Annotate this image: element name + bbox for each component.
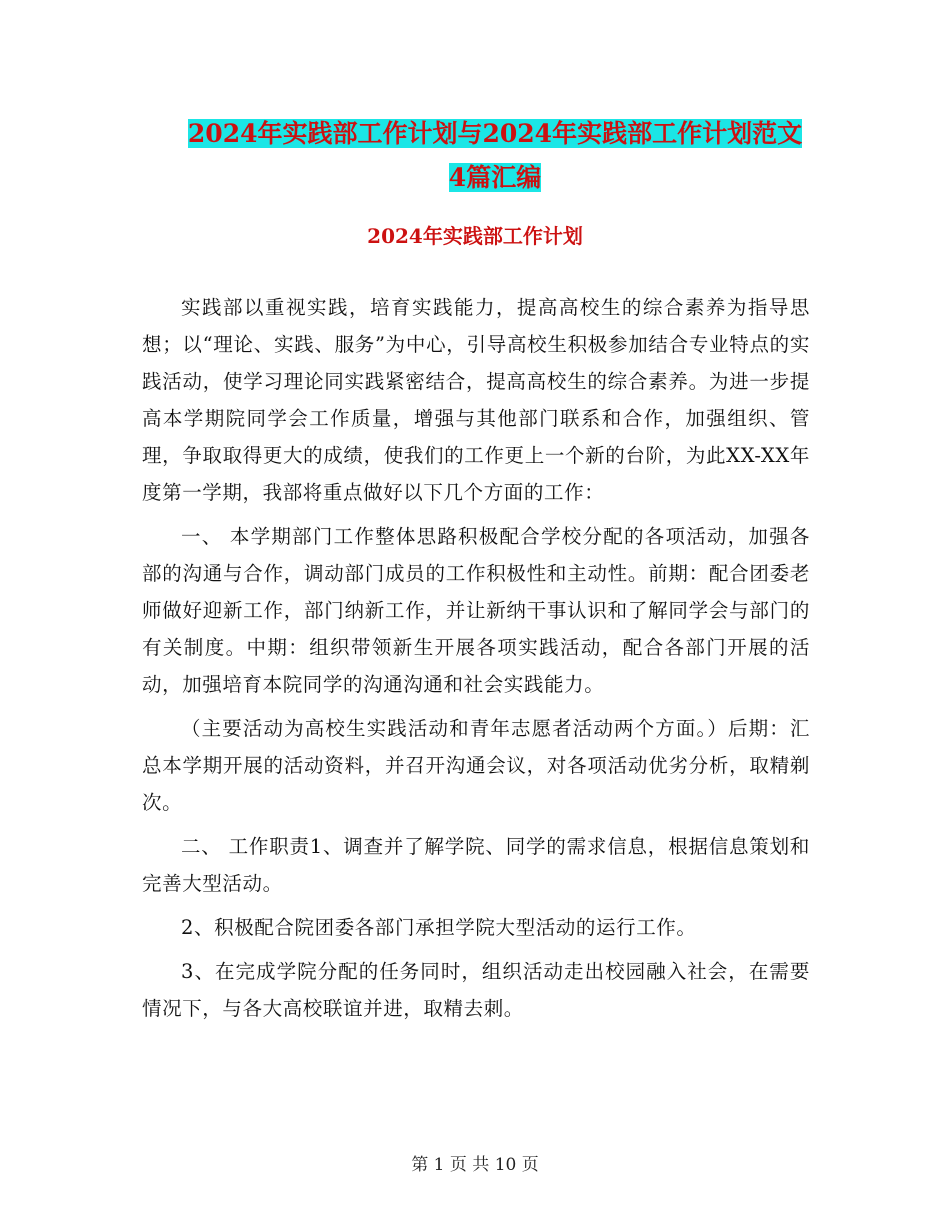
- section-heading: 2024年实践部工作计划: [367, 224, 583, 248]
- document-body: [142, 289, 810, 1034]
- paragraph-6: 3、在完成学院分配的任务同时，组织活动走出校园融入社会，在需要情况下，与各大高校联谊并进，取精去刺。: [142, 960, 810, 1020]
- page-number-footer: 第 1 页 共 10 页: [411, 1155, 539, 1175]
- title-line-2: 4篇汇编: [448, 163, 542, 192]
- paragraph-2: 一、 本学期部门工作整体思路积极配合学校分配的各项活动，加强各部的沟通与合作，调动部门成员的工作积极性和主动性。前期：配合团委老师做好迎新工作，部门纳新工作，并让新纳干事认识和了解同学会与部门的有关制度。中期：组织带领新生开展各项实践活动，配合各部门开展的活动，加强培育本院同学的沟通沟通和社会实践能力。: [142, 525, 810, 696]
- document-title: [140, 112, 850, 200]
- title-line-1: 2024年实践部工作计划与2024年实践部工作计划范文: [187, 119, 803, 148]
- paragraph-5: 2、积极配合院团委各部门承担学院大型活动的运行工作。: [181, 916, 697, 939]
- paragraph-1: 实践部以重视实践，培育实践能力，提高高校生的综合素养为指导思想；以“理论、实践、服务”为中心，引导高校生积极参加结合专业特点的实践活动，使学习理论同实践紧密结合，提高高校生的综合素养。为进一步提高本学期院同学会工作质量，增强与其他部门联系和合作，加强组织、管理，争取取得更大的成绩，使我们的工作更上一个新的台阶，为此XX-XX年度第一学期，我部将重点做好以下几个方面的工作：: [142, 296, 810, 504]
- paragraph-3: （主要活动为高校生实践活动和青年志愿者活动两个方面。）后期：汇总本学期开展的活动资料，并召开沟通会议，对各项活动优劣分析，取精剃次。: [142, 717, 810, 814]
- paragraph-4: 二、 工作职责1、调查并了解学院、同学的需求信息，根据信息策划和完善大型活动。: [142, 835, 810, 895]
